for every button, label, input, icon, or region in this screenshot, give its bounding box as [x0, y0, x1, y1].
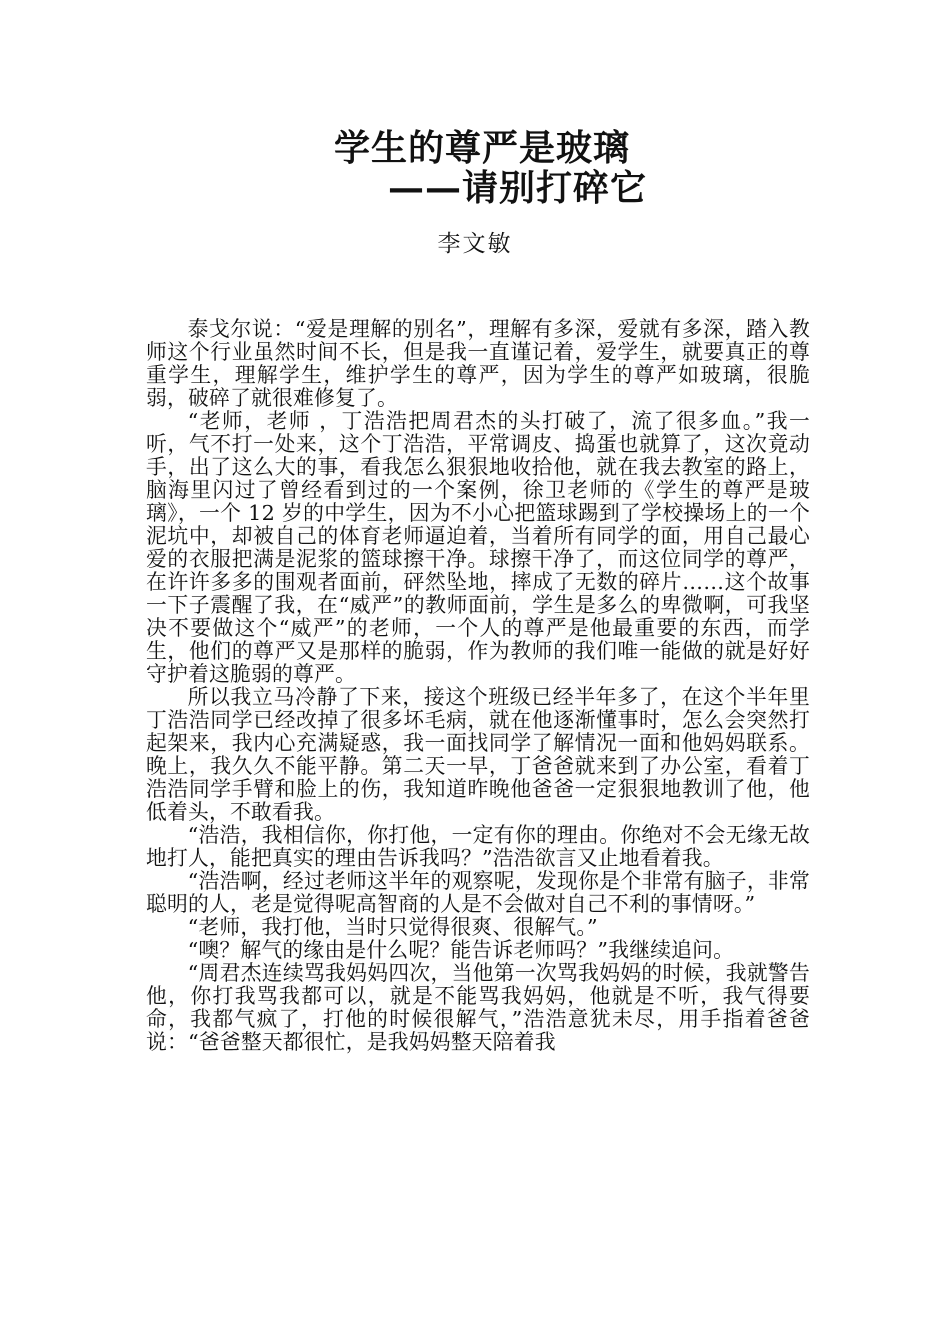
- paragraph-4: “浩浩，我相信你，你打他，一定有你的理由。你绝对不会无缘无故地打人，能把真实的理由告诉我吗？”浩浩欲言又止地看着我。: [146, 823, 810, 870]
- paragraph-2: “老师，老师 ，丁浩浩把周君杰的头打破了，流了很多血。”我一听，气不打一处来，这个丁浩浩，平常调皮、捣蛋也就算了，这次竟动手，出了这么大的事，看我怎么狠狠地收拾他，就在我去教室的路上，脑海里闪过了曾经看到过的一个案例，徐卫老师的《学生的尊严是玻璃》，一个 12 岁的中学生，因为不小心把篮球踢到了学校操场上的一个泥坑中，却被自己的体育老师逼迫着，当着所有同学的面，用自己最心爱的衣服把满是泥浆的篮球擦干净。球擦干净了，而这位同学的尊严，在许许多多的围观者面前，砰然坠地，摔成了无数的碎片……这个故事一下子震醒了我，在“威严”的教师面前，学生是多么的卑微啊，可我坚决不要做这个“威严”的老师，一个人的尊严是他最重要的东西，而学生，他们的尊严又是那样的脆弱，作为教师的我们唯一能做的就是好好守护着这脆弱的尊严。: [146, 409, 810, 686]
- author-name: 李文敏: [437, 231, 513, 257]
- paragraph-6: “老师，我打他，当时只觉得很爽、很解气。”: [187, 915, 598, 939]
- paragraph-7: “噢？解气的缘由是什么呢？能告诉老师吗？”我继续追问。: [187, 938, 735, 962]
- page-subtitle: ——请别打碎它: [388, 167, 648, 209]
- article-body: [146, 318, 810, 1054]
- paragraph-8: “周君杰连续骂我妈妈四次，当他第一次骂我妈妈的时候，我就警告他，你打我骂我都可以，就是不能骂我妈妈，他就是不听，我气得要命，我都气疯了，打他的时候很解气，”浩浩意犹未尽，用手指着爸爸说：“爸爸整天都很忙，是我妈妈整天陪着我: [146, 961, 810, 1054]
- paragraph-1: 泰戈尔说：“爱是理解的别名”，理解有多深，爱就有多深，踏入教师这个行业虽然时间不长，但是我一直谨记着，爱学生，就要真正的尊重学生，理解学生，维护学生的尊严，因为学生的尊严如玻璃，很脆弱，破碎了就很难修复了。: [146, 317, 810, 410]
- page-title: 学生的尊严是玻璃: [334, 127, 631, 169]
- paragraph-3: 所以我立马冷静了下来，接这个班级已经半年多了，在这个半年里丁浩浩同学已经改掉了很多坏毛病，就在他逐渐懂事时，怎么会突然打起架来，我内心充满疑惑，我一面找同学了解情况一面和他妈妈联系。晚上，我久久不能平静。第二天一早，丁爸爸就来到了办公室，看着丁浩浩同学手臂和脸上的伤，我知道昨晚他爸爸一定狠狠地教训了他，他低着头，不敢看我。: [146, 685, 810, 824]
- paragraph-5: “浩浩啊，经过老师这半年的观察呢，发现你是个非常有脑子，非常聪明的人，老是觉得呢高智商的人是不会做对自己不利的事情呀。”: [146, 869, 810, 916]
